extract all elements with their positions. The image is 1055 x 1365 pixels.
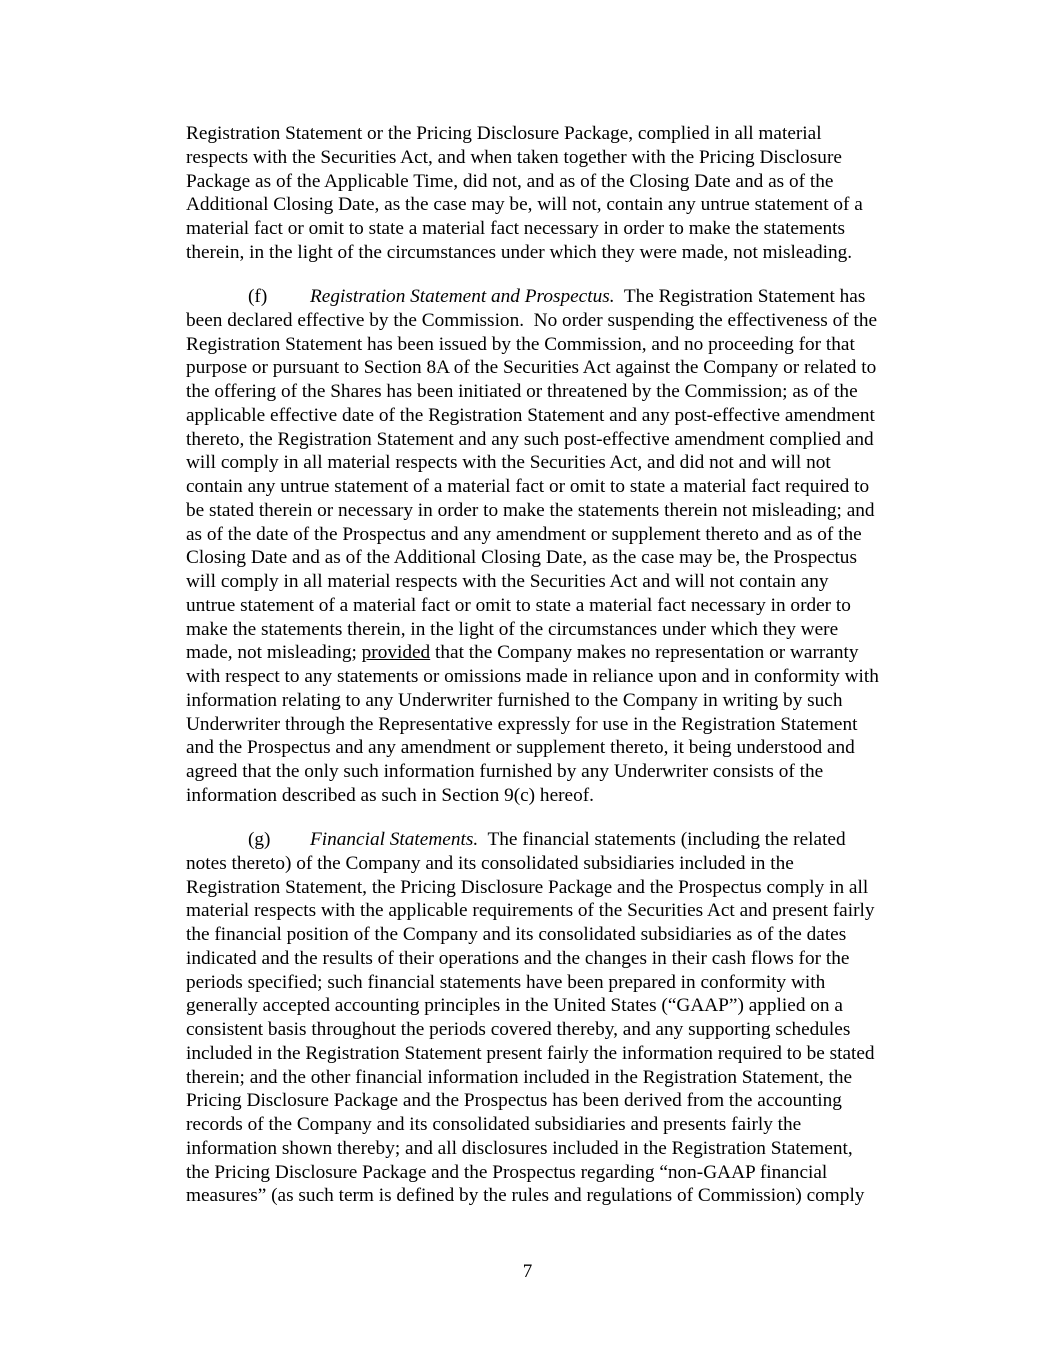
provided-term: provided	[361, 642, 431, 664]
text-line: purpose or pursuant to Section 8A of the Securities Act against the Company or related to	[186, 357, 877, 379]
text-line: respects with the Securities Act, and when taken together with the Pricing Disclosure	[186, 146, 842, 168]
text-line: untrue statement of a material fact or omit to state a material fact necessary in order to	[186, 594, 851, 616]
paragraph-f-label: (f)	[248, 286, 268, 307]
paragraph-gap	[186, 808, 934, 829]
paragraph-g-first-line	[186, 828, 934, 852]
paragraph-g-heading: Financial Statements.	[310, 829, 479, 850]
text-line: been declared effective by the Commission. No order suspending the effectiveness of the	[186, 309, 878, 331]
text-line: make the statements therein, in the light of the circumstances under which they were	[186, 618, 839, 640]
text-line: information described as such in Section 9(c) hereof.	[186, 784, 594, 806]
text-line: Closing Date and as of the Additional Closing Date, as the case may be, the Prospectus	[186, 547, 857, 569]
paragraph-f	[186, 285, 934, 808]
text-line: thereto, the Registration Statement and any such post-effective amendment complied and	[186, 428, 874, 450]
paragraph-f-heading: Registration Statement and Prospectus.	[310, 286, 615, 307]
text-line: Registration Statement or the Pricing Disclosure Package, complied in all material	[186, 123, 822, 144]
text-line: the financial position of the Company and its consolidated subsidiaries as of the dates	[186, 924, 847, 945]
page-number: 7	[522, 1261, 533, 1282]
paragraph-f-first-line	[186, 285, 934, 309]
document-body	[186, 122, 934, 1208]
text-line: measures” (as such term is defined by the rules and regulations of Commission) comply	[186, 1185, 865, 1207]
text-line: indicated and the results of their operations and the changes in their cash flows for the	[186, 947, 850, 969]
text-line: Underwriter through the Representative expressly for use in the Registration Statement	[186, 713, 858, 735]
text-line: and the Prospectus and any amendment or supplement thereto, it being understood and	[186, 737, 855, 759]
text-line: be stated therein or necessary in order to make the statements therein not misleading; and	[186, 499, 875, 521]
text-line: material respects with the applicable requirements of the Securities Act and present fairly	[186, 900, 875, 922]
proviso-after-text: that the Company makes no representation or warranty	[430, 642, 859, 664]
text-line: Registration Statement, the Pricing Disclosure Package and the Prospectus comply in all	[186, 876, 869, 898]
text-line: periods specified; such financial statements have been prepared in conformity with	[186, 971, 826, 993]
paragraph-gap	[186, 265, 934, 286]
text-line: the Pricing Disclosure Package and the Prospectus regarding “non-GAAP financial	[186, 1161, 828, 1183]
text-line: notes thereto) of the Company and its consolidated subsidiaries included in the	[186, 852, 794, 874]
text-line: Registration Statement has been issued by the Commission, and no proceeding for that	[186, 333, 855, 355]
text-line: therein, in the light of the circumstances under which they were made, not misleading.	[186, 241, 853, 263]
text-line: agreed that the only such information furnished by any Underwriter consists of the	[186, 761, 824, 782]
text-line: contain any untrue statement of a material fact or omit to state a material fact required to	[186, 476, 870, 497]
paragraph-g-label: (g)	[248, 829, 271, 850]
text-line: information shown thereby; and all disclosures included in the Registration Statement,	[186, 1137, 853, 1159]
proviso-line	[186, 641, 934, 665]
text-line: therein; and the other financial information included in the Registration Statement, the	[186, 1066, 853, 1088]
text-line: will comply in all material respects with the Securities Act, and did not and will not	[186, 452, 831, 474]
proviso-before-text: made, not misleading;	[186, 642, 362, 664]
text-line: information relating to any Underwriter furnished to the Company in writing by such	[186, 689, 843, 711]
text-line: the offering of the Shares has been initiated or threatened by the Commission; as of the	[186, 381, 858, 402]
text-line: with respect to any statements or omissions made in reliance upon and in conformity with	[186, 666, 879, 687]
text-line: Package as of the Applicable Time, did not, and as of the Closing Date and as of the	[186, 170, 834, 192]
paragraph-f-first-line-text: The Registration Statement has	[614, 286, 866, 307]
text-line: Additional Closing Date, as the case may be, will not, contain any untrue statement of a	[186, 194, 863, 216]
text-line: as of the date of the Prospectus and any amendment or supplement thereto and as of the	[186, 523, 862, 545]
text-line: material fact or omit to state a material fact necessary in order to make the statements	[186, 218, 846, 239]
text-line: consistent basis throughout the periods covered thereby, and any supporting schedules	[186, 1019, 851, 1040]
text-line: included in the Registration Statement present fairly the information required to be stated	[186, 1042, 875, 1064]
paragraph-g	[186, 828, 934, 1208]
text-line: will comply in all material respects with the Securities Act and will not contain any	[186, 571, 829, 592]
paragraph-e-continuation	[186, 122, 934, 265]
paragraph-g-first-line-text: The financial statements (including the related	[478, 829, 846, 850]
text-line: Pricing Disclosure Package and the Prospectus has been derived from the accounting	[186, 1090, 842, 1112]
text-line: records of the Company and its consolidated subsidiaries and presents fairly the	[186, 1114, 802, 1135]
text-line: generally accepted accounting principles in the United States (“GAAP”) applied on a	[186, 995, 843, 1017]
text-line: applicable effective date of the Registration Statement and any post-effective amendment	[186, 404, 875, 426]
